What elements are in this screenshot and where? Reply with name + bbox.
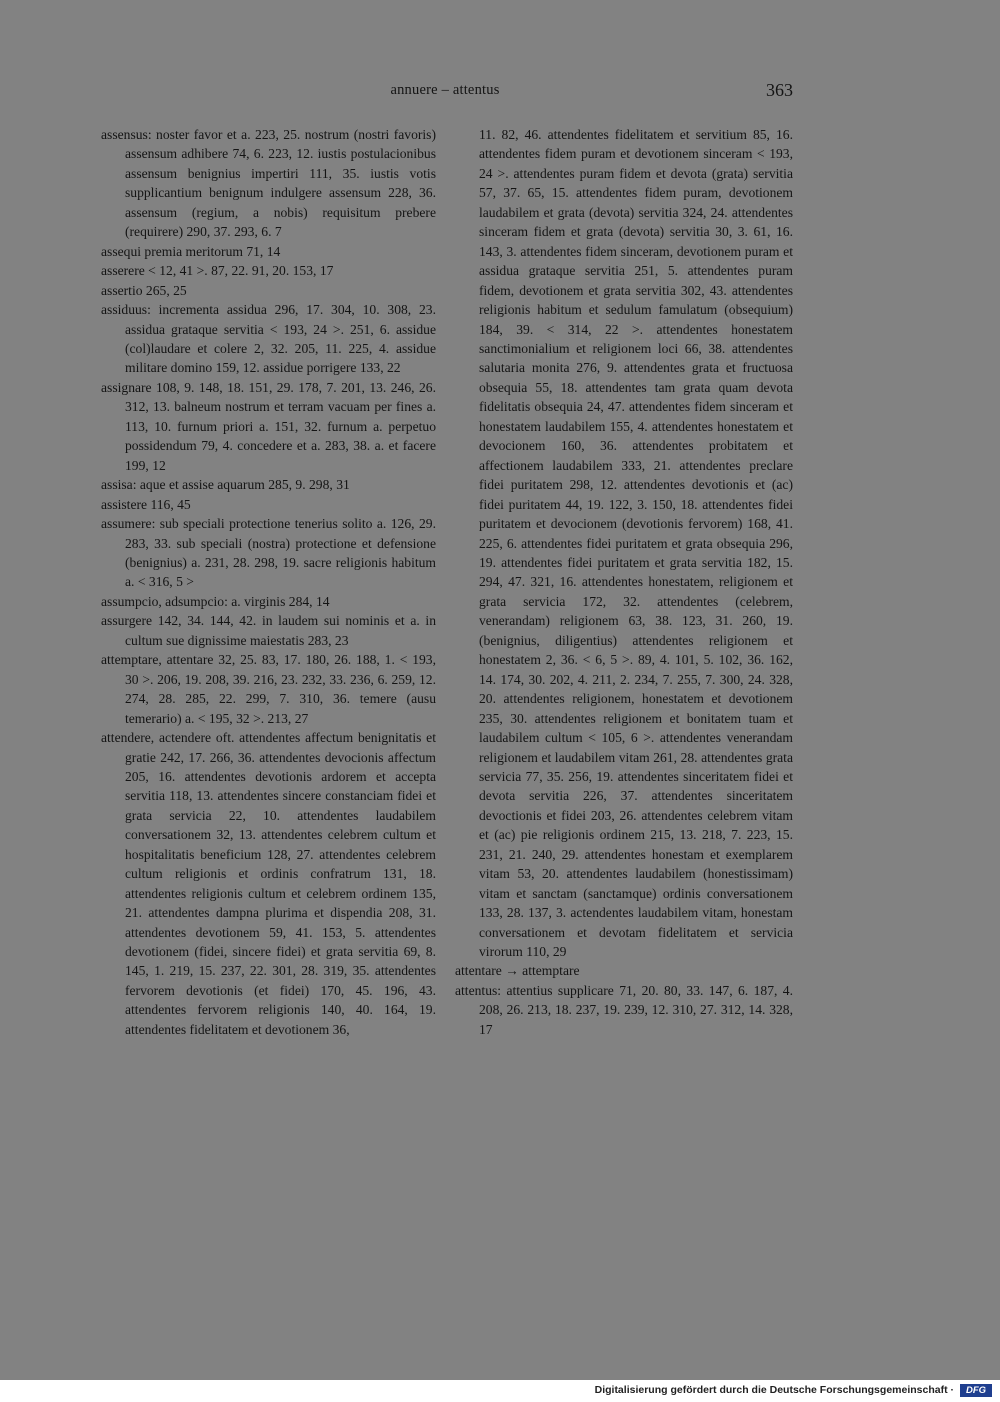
page-number: 363 (766, 80, 793, 100)
index-entry: assumere: sub speciali protectione tenerius solito a. 126, 29. 283, 33. sub speciali (nostra) protectione et defensione (benignius) a. 231, 28. 298, 19. sacre religionis habitum a. < 316, 5 > (101, 516, 436, 590)
index-entry: attemptare, attentare 32, 25. 83, 17. 180, 26. 188, 1. < 193, 30 >. 206, 19. 208, 39. 216, 23. 232, 33. 236, 6. 259, 12. 274, 28. 285, 22. 299, 7. 310, 36. temere (ausu temerario) a. < 195, 32 >. 213, 27 (101, 652, 436, 726)
index-entry-continuation: 11. 82, 46. attendentes fidelitatem et servitium 85, 16. attendentes fidem puram et devotionem sinceram < 193, 24 >. attendentes puram fidem et devota (grata) servitia 57, 37. 65, 15. attendentes fidem puram, devotionem laudabilem et grata (devota) servitia 324, 24. attendentes sinceram fidem et grata (devota) servitia 30, 3. 61, 16. 143, 3. attendentes fidem sinceram, devotionem puram et assidua grataque servitia 251, 5. attendentes puram fidem, devotionem et grata servitia 302, 43. attendentes religionis habitum et sedulum famulatum (obsequium) 184, 39. < 314, 22 >. attendentes honestatem sanctimonialium et religionem loci 66, 38. attendentes salutaria monita 276, 9. attendentes grata et fructuosa obsequia 55, 18. attendentes tam grata quam devota fidelitatis obsequia 24, 47. attendentes fidem sinceram et honestatem laudabilem 155, 4. attendentes honestatem et devocionem 160, 36. attendentes probitatem et affectionem laudabilem 333, 21. attendentes preclare fidei puritatem 298, 12. attendentes devotionis et (ac) fidei puritatem 44, 19. 122, 3. 150, 18. attendentes fidei puritatem et devocionem (devotionis fervorem) 168, 41. 225, 6. attendentes fidei puritatem et grata obsequia 296, 19. attendentes fidei puritatem et grata servitia 182, 15. 294, 47. 321, 16. attendentes honestatem, religionem et grata servicia 172, 32. attendentes (celebrem, venerandam) religionem 63, 38. 123, 31. 260, 19. (benignius, diligentius) attendentes religionem et honestatem 2, 36. < 6, 5 >. 89, 4. 101, 5. 102, 36. 162, 14. 174, 30. 202, 4. 211, 2. 234, 7. 255, 7. 300, 24. 328, 20. attendentes religionem, honestatem et devotionem 235, 30. attendentes religionem et bonitatem tuam et laudabilem cultum < 105, 6 >. attendentes venerandam religionem et laudabilem vitam 261, 28. attendentes grata servicia 77, 35. 256, 19. attendentes sinceritatem fidei et devota servitia 226, 37. attendentes sinceritatem devoctionis et fidei 203, 26. attendentes celebrem vitam et (ac) pie religionis ordinem 215, 13. 218, 7. 223, 15. 231, 21. 240, 29. attendentes honestam et exemplarem vitam 53, 20. attendentes laudabilem (honestissimam) vitam et sanctam (sanctamque) ordinis conversationem 133, 28. 137, 3. actendentes laudabilem vitam, honestam conversationem et devotam fidelitatem et servicia virorum 110, 29 (479, 127, 793, 960)
index-entry: assisa: aque et assise aquarum 285, 9. 298, 31 (101, 477, 350, 493)
funding-notice: Digitalisierung gefördert durch die Deutsche Forschungsgemeinschaft · (594, 1384, 954, 1396)
index-entry: assumpcio, adsumpcio: a. virginis 284, 14 (101, 593, 330, 609)
index-entry: assignare 108, 9. 148, 18. 151, 29. 178, 7. 201, 13. 246, 26. 312, 13. balneum nostrum et terram vacuam per fines a. 113, 10. furnum priori a. 151, 32. furnum a. perpetuo possidendum 79, 4. concedere et a. 283, 38. a. et facere 199, 12 (101, 379, 436, 473)
index-entry: attendere, actendere oft. attendentes affectum benignitatis et gratie 242, 17. 266, 36. attendentes devocionis affectum 205, 16. attendentes devotionis ardorem et accepta servitia 118, 13. attendentes sincere constanciam fidei et grata servicia 22, 10. attendentes laudabilem conversationem 32, 13. attendentes celebrem cultum et hospitalitatis beneficium 128, 27. attendentes celebrem cultum religionis et ordinis confratrum 131, 18. attendentes religionis cultum et celebrem ordinem 135, 21. attendentes dampna plurima et dispendia 208, 31. attendentes devotionem 59, 41. 153, 5. attendentes devotionem (fidei, sincere fidei) et grata servitia 69, 8. 145, 1. 219, 15. 237, 22. 301, 28. 319, 35. attendentes fervorem devotionis (et fidei) 170, 45. 196, 43. attendentes fervorem religionis 140, 40. 164, 19. attendentes fidelitatem et devotionem 36, (101, 730, 436, 1037)
footer-bar (0, 1380, 1000, 1402)
running-header: annuere – attentus (390, 82, 500, 98)
index-entry: assurgere 142, 34. 144, 42. in laudem sui nominis et a. in cultum sue dignissime maiestatis 283, 23 (101, 613, 436, 648)
index-entry: asserere < 12, 41 >. 87, 22. 91, 20. 153, 17 (101, 263, 334, 279)
index-entry: assistere 116, 45 (101, 496, 191, 512)
dfg-logo: DFG (960, 1384, 992, 1397)
index-entry: assensus: noster favor et a. 223, 25. nostrum (nostri favoris) assensum adhibere 74, 6. 223, 12. iustis postulacionibus assensum benignius impertiri 111, 35. iustis votis supplicantium benignum indulgere assensum 228, 36. assensum (regium, a nobis) requisitum prebere (requirere) 290, 37. 293, 6. 7 (101, 127, 436, 240)
right-column (455, 125, 793, 1039)
index-entry: assertio 265, 25 (101, 282, 187, 298)
left-column (101, 125, 436, 1039)
index-entry: attentus: attentius supplicare 71, 20. 80, 33. 147, 6. 187, 4. 208, 26. 213, 18. 237, 19. 239, 12. 310, 27. 312, 14. 328, 17 (455, 982, 793, 1037)
index-entry: attentare → attemptare (455, 963, 580, 979)
index-entry: assequi premia meritorum 71, 14 (101, 243, 281, 259)
index-entry: assiduus: incrementa assidua 296, 17. 304, 10. 308, 23. assidua grataque servitia < 193, 24 >. 251, 6. assidue (col)laudare et colere 2, 32. 205, 11. 225, 4. assidue militare domino 159, 12. assidue porrigere 133, 22 (101, 302, 436, 376)
